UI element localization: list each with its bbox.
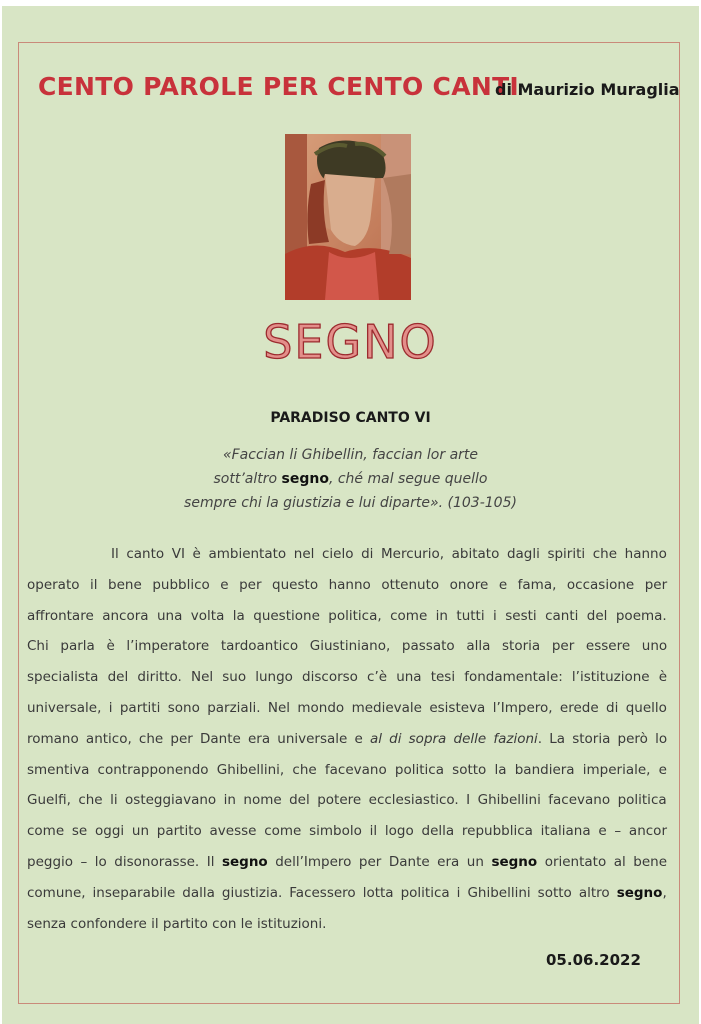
body-line bbox=[27, 724, 667, 755]
body-line bbox=[27, 662, 667, 693]
keyword-segno: segno bbox=[221, 853, 268, 870]
body-line bbox=[27, 570, 667, 601]
body-line-text: Chi parla è l’imperatore tardoantico Giustiniano, passato alla storia per essere uno bbox=[27, 638, 668, 655]
body-line-text: come se oggi un partito avesse come simbolo il logo della repubblica italiana e – ancor bbox=[27, 823, 667, 840]
headword: SEGNO bbox=[263, 315, 438, 369]
body-text-run: dell’Impero per Dante era un bbox=[267, 853, 492, 870]
body-line bbox=[27, 693, 667, 724]
quote-line-3: sempre chi la giustizia e lui diparte». (103-105) bbox=[184, 495, 517, 511]
body-line bbox=[27, 755, 667, 786]
body-line bbox=[27, 909, 667, 940]
quote-line-1: «Faccian li Ghibellin, faccian lor arte bbox=[222, 447, 479, 463]
body-text-run: , bbox=[662, 884, 667, 901]
quote-line-2-end: , ché mal segue quello bbox=[328, 471, 488, 487]
body-line-text: affrontare ancora una volta la questione politica, come in tutti i sesti canti del poema. bbox=[27, 607, 667, 624]
author-credit: di Maurizio Muraglia bbox=[495, 80, 680, 99]
body-line-text bbox=[27, 878, 667, 909]
body-line-text: specialista del diritto. Nel suo lungo discorso c’è una tesi fondamentale: l’istituzione è bbox=[27, 669, 668, 686]
commentary-body bbox=[27, 539, 667, 939]
publication-date: 05.06.2022 bbox=[546, 951, 641, 969]
body-text-run: romano antico, che per Dante era universale e bbox=[27, 730, 370, 747]
body-line bbox=[27, 631, 667, 662]
body-line-text: Il canto VI è ambientato nel cielo di Mercurio, abitato dagli spiriti che hanno bbox=[111, 546, 667, 562]
quote-line-2 bbox=[0, 467, 701, 491]
keyword-segno: segno bbox=[616, 884, 663, 901]
body-text-run: peggio – lo disonorasse. Il bbox=[27, 853, 222, 870]
quote-keyword: segno bbox=[281, 471, 329, 487]
keyword-segno: segno bbox=[491, 853, 538, 870]
body-line-text: universale, i partiti sono parziali. Nel mondo medievale esisteva l’Impero, erede di quello bbox=[27, 699, 667, 716]
body-line-text: operato il bene pubblico e per questo hanno ottenuto onore e fama, occasione per bbox=[27, 576, 668, 593]
body-line-text bbox=[27, 847, 667, 878]
verse-quote bbox=[0, 443, 701, 515]
body-line-text bbox=[27, 724, 667, 755]
series-title: CENTO PAROLE PER CENTO CANTI bbox=[38, 72, 520, 101]
body-line bbox=[27, 785, 667, 816]
body-line bbox=[27, 601, 667, 632]
body-line-text: Guelfi, che li osteggiavano in nome del potere ecclesiastico. I Ghibellini facevano politica bbox=[27, 792, 667, 809]
body-line bbox=[27, 539, 667, 570]
body-line bbox=[27, 816, 667, 847]
body-text-run: comune, inseparabile dalla giustizia. Facessero lotta politica i Ghibellini sotto altro bbox=[27, 884, 617, 901]
body-text-run: orientato al bene bbox=[537, 853, 668, 870]
body-line bbox=[27, 878, 667, 909]
body-line-text: senza confondere il partito con le istituzioni. bbox=[27, 915, 327, 932]
quote-line-2-start: sott’altro bbox=[213, 471, 282, 487]
body-line bbox=[27, 847, 667, 878]
body-line-text: smentiva contrapponendo Ghibellini, che facevano politica sotto la bandiera imperiale, e bbox=[27, 761, 667, 778]
dante-portrait-image bbox=[285, 134, 411, 300]
body-text-run: . La storia però lo bbox=[537, 730, 668, 747]
canto-reference: PARADISO CANTO VI bbox=[270, 410, 431, 426]
italic-phrase: al di sopra delle fazioni bbox=[369, 730, 538, 747]
